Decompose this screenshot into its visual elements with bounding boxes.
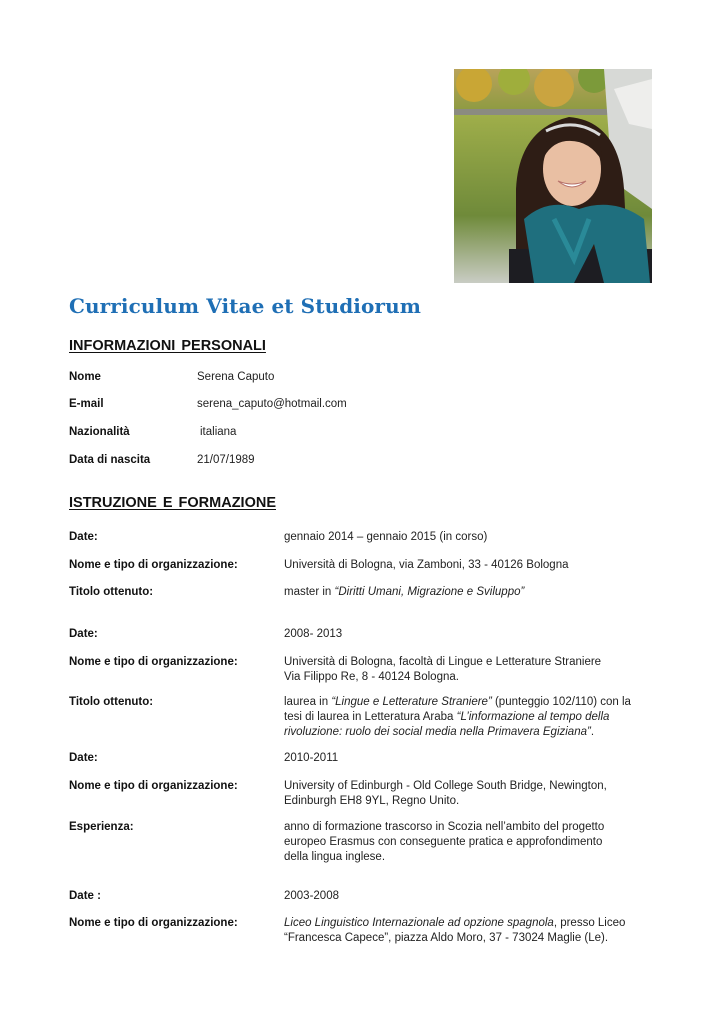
edu-label: Titolo ottenuto: <box>69 586 154 598</box>
edu-label: Date: <box>69 531 98 543</box>
section-heading-education: ISTRUZIONE E FORMAZIONE <box>69 495 276 511</box>
field-label: Nome <box>69 371 101 383</box>
edu-value: Università di Bologna, via Zamboni, 33 - 40126 Bologna <box>284 559 569 571</box>
field-value: serena_caputo@hotmail.com <box>197 398 347 410</box>
edu-value: 2003-2008 <box>284 890 339 902</box>
edu-value: gennaio 2014 – gennaio 2015 (in corso) <box>284 531 488 543</box>
field-value: Serena Caputo <box>197 371 275 383</box>
edu-label: Date: <box>69 752 98 764</box>
profile-photo <box>454 69 652 283</box>
section-heading-personal: INFORMAZIONI PERSONALI <box>69 338 266 354</box>
profile-photo-illustration <box>454 69 652 283</box>
edu-label: Nome e tipo di organizzazione: <box>69 917 238 929</box>
edu-label: Nome e tipo di organizzazione: <box>69 559 238 571</box>
field-label: Data di nascita <box>69 454 151 466</box>
edu-value: Università di Bologna, facoltà di Lingue e Letterature Straniere Via Filippo Re, 8 - 40124 Bologna. <box>284 656 602 683</box>
edu-label: Nome e tipo di organizzazione: <box>69 656 238 668</box>
page-title: Curriculum Vitae et Studiorum <box>69 294 421 318</box>
edu-value: 2008- 2013 <box>284 628 343 640</box>
edu-value: University of Edinburgh - Old College South Bridge, Newington, Edinburgh EH8 9YL, Regno Unito. <box>284 780 607 807</box>
edu-value: 2010-2011 <box>284 752 339 764</box>
edu-value: Liceo Linguistico Internazionale ad opzione spagnola, presso Liceo “Francesca Capece”, piazza Aldo Moro, 37 - 73024 Maglie (Le). <box>284 917 626 944</box>
field-value: italiana <box>200 426 237 438</box>
edu-label: Nome e tipo di organizzazione: <box>69 780 238 792</box>
field-label: Nazionalità <box>69 426 130 438</box>
edu-value: laurea in “Lingue e Letterature Straniere” (punteggio 102/110) con la tesi di laurea in Letteratura Araba “L’informazione al tempo della rivoluzione: ruolo dei social media nella Primavera Egiziana”. <box>284 696 631 738</box>
field-value: 21/07/1989 <box>197 454 255 466</box>
edu-label: Date : <box>69 890 101 902</box>
field-label: E-mail <box>69 398 104 410</box>
edu-label: Esperienza: <box>69 821 134 833</box>
edu-value: anno di formazione trascorso in Scozia nell’ambito del progetto europeo Erasmus con conseguente pratica e approfondimento della lingua inglese. <box>284 821 605 863</box>
edu-label: Titolo ottenuto: <box>69 696 154 708</box>
edu-label: Date: <box>69 628 98 640</box>
edu-value: master in “Diritti Umani, Migrazione e Sviluppo” <box>284 586 525 598</box>
